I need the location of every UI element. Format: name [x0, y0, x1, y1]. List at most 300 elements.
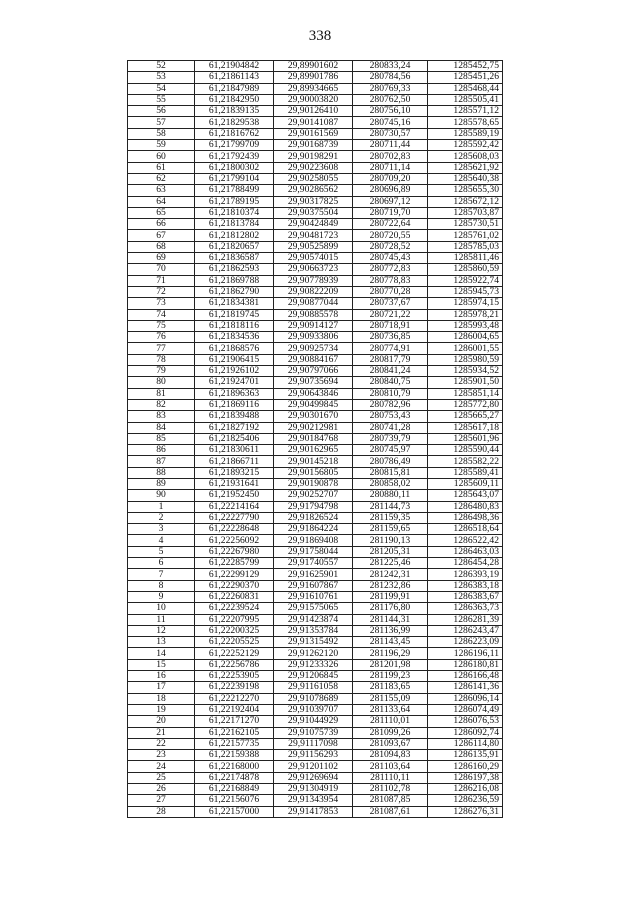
table-row: [128, 83, 503, 94]
longitude-cell: 29,91794798: [274, 501, 353, 512]
longitude-cell: 29,91233326: [274, 659, 353, 670]
point-number-cell: 10: [128, 603, 195, 614]
latitude-cell: 61,21800302: [195, 162, 274, 173]
table-row: [128, 738, 503, 749]
longitude-cell: 29,90914127: [274, 320, 353, 331]
table-row: [128, 241, 503, 252]
y-coordinate-cell: 1286463,03: [428, 546, 503, 557]
y-coordinate-cell: 1285640,38: [428, 173, 503, 184]
longitude-cell: 29,90778939: [274, 275, 353, 286]
y-coordinate-cell: 1285655,30: [428, 185, 503, 196]
x-coordinate-cell: 281099,26: [353, 727, 428, 738]
x-coordinate-cell: 280702,83: [353, 151, 428, 162]
x-coordinate-cell: 280697,12: [353, 196, 428, 207]
longitude-cell: 29,90212981: [274, 422, 353, 433]
latitude-cell: 61,22200325: [195, 625, 274, 636]
y-coordinate-cell: 1286096,14: [428, 693, 503, 704]
y-coordinate-cell: 1286160,29: [428, 761, 503, 772]
point-number-cell: 65: [128, 207, 195, 218]
table-row: [128, 151, 503, 162]
latitude-cell: 61,21792439: [195, 151, 274, 162]
latitude-cell: 61,21834381: [195, 298, 274, 309]
table-row: [128, 286, 503, 297]
longitude-cell: 29,91117098: [274, 738, 353, 749]
y-coordinate-cell: 1286276,31: [428, 806, 503, 817]
table-row: [128, 411, 503, 422]
latitude-cell: 61,22205525: [195, 637, 274, 648]
x-coordinate-cell: 281110,01: [353, 716, 428, 727]
table-row: [128, 806, 503, 817]
table-row: [128, 61, 503, 72]
table-row: [128, 140, 503, 151]
y-coordinate-cell: 1285589,19: [428, 128, 503, 139]
point-number-cell: 83: [128, 411, 195, 422]
x-coordinate-cell: 281136,99: [353, 625, 428, 636]
table-row: [128, 558, 503, 569]
table-row: [128, 580, 503, 591]
longitude-cell: 29,91740557: [274, 558, 353, 569]
longitude-cell: 29,90141087: [274, 117, 353, 128]
point-number-cell: 59: [128, 140, 195, 151]
latitude-cell: 61,21810374: [195, 207, 274, 218]
table-row: [128, 659, 503, 670]
longitude-cell: 29,90424849: [274, 219, 353, 230]
x-coordinate-cell: 281144,73: [353, 501, 428, 512]
table-row: [128, 501, 503, 512]
point-number-cell: 74: [128, 309, 195, 320]
table-row: [128, 784, 503, 795]
latitude-cell: 61,22168849: [195, 784, 274, 795]
y-coordinate-cell: 1285811,46: [428, 253, 503, 264]
x-coordinate-cell: 280840,75: [353, 377, 428, 388]
y-coordinate-cell: 1286518,64: [428, 524, 503, 535]
table-row: [128, 546, 503, 557]
longitude-cell: 29,91262120: [274, 648, 353, 659]
latitude-cell: 61,22171270: [195, 716, 274, 727]
point-number-cell: 77: [128, 343, 195, 354]
point-number-cell: 85: [128, 433, 195, 444]
latitude-cell: 61,21866711: [195, 456, 274, 467]
y-coordinate-cell: 1286074,49: [428, 704, 503, 715]
latitude-cell: 61,21819745: [195, 309, 274, 320]
latitude-cell: 61,21906415: [195, 354, 274, 365]
x-coordinate-cell: 280841,24: [353, 366, 428, 377]
table-row: [128, 128, 503, 139]
x-coordinate-cell: 280720,55: [353, 230, 428, 241]
table-row: [128, 354, 503, 365]
longitude-cell: 29,90925734: [274, 343, 353, 354]
table-row: [128, 727, 503, 738]
latitude-cell: 61,21834536: [195, 332, 274, 343]
point-number-cell: 71: [128, 275, 195, 286]
latitude-cell: 61,21816762: [195, 128, 274, 139]
x-coordinate-cell: 280739,79: [353, 433, 428, 444]
y-coordinate-cell: 1285730,51: [428, 219, 503, 230]
y-coordinate-cell: 1286281,39: [428, 614, 503, 625]
x-coordinate-cell: 281199,23: [353, 671, 428, 682]
x-coordinate-cell: 280745,16: [353, 117, 428, 128]
x-coordinate-cell: 281232,86: [353, 580, 428, 591]
table-row: [128, 433, 503, 444]
longitude-cell: 29,91610761: [274, 591, 353, 602]
table-row: [128, 445, 503, 456]
point-number-cell: 58: [128, 128, 195, 139]
point-number-cell: 22: [128, 738, 195, 749]
table-row: [128, 512, 503, 523]
point-number-cell: 70: [128, 264, 195, 275]
point-number-cell: 64: [128, 196, 195, 207]
x-coordinate-cell: 281102,78: [353, 784, 428, 795]
point-number-cell: 3: [128, 524, 195, 535]
latitude-cell: 61,21952450: [195, 490, 274, 501]
point-number-cell: 60: [128, 151, 195, 162]
latitude-cell: 61,21904842: [195, 61, 274, 72]
y-coordinate-cell: 1285993,48: [428, 320, 503, 331]
x-coordinate-cell: 280880,11: [353, 490, 428, 501]
y-coordinate-cell: 1285672,12: [428, 196, 503, 207]
point-number-cell: 82: [128, 399, 195, 410]
longitude-cell: 29,91607867: [274, 580, 353, 591]
latitude-cell: 61,21868576: [195, 343, 274, 354]
point-number-cell: 61: [128, 162, 195, 173]
longitude-cell: 29,90156805: [274, 467, 353, 478]
table-row: [128, 343, 503, 354]
table-row: [128, 422, 503, 433]
longitude-cell: 29,89901602: [274, 61, 353, 72]
longitude-cell: 29,90198291: [274, 151, 353, 162]
point-number-cell: 7: [128, 569, 195, 580]
longitude-cell: 29,90126410: [274, 106, 353, 117]
point-number-cell: 88: [128, 467, 195, 478]
y-coordinate-cell: 1285665,27: [428, 411, 503, 422]
y-coordinate-cell: 1285901,50: [428, 377, 503, 388]
x-coordinate-cell: 280786,49: [353, 456, 428, 467]
longitude-cell: 29,91423874: [274, 614, 353, 625]
table-row: [128, 366, 503, 377]
longitude-cell: 29,91826524: [274, 512, 353, 523]
point-number-cell: 20: [128, 716, 195, 727]
point-number-cell: 17: [128, 682, 195, 693]
longitude-cell: 29,90822209: [274, 286, 353, 297]
table-row: [128, 772, 503, 783]
latitude-cell: 61,21842950: [195, 94, 274, 105]
table-row: [128, 704, 503, 715]
latitude-cell: 61,21861143: [195, 72, 274, 83]
point-number-cell: 2: [128, 512, 195, 523]
latitude-cell: 61,22162105: [195, 727, 274, 738]
longitude-cell: 29,90643846: [274, 388, 353, 399]
latitude-cell: 61,22290370: [195, 580, 274, 591]
latitude-cell: 61,21896363: [195, 388, 274, 399]
longitude-cell: 29,90286562: [274, 185, 353, 196]
point-number-cell: 62: [128, 173, 195, 184]
table-row: [128, 219, 503, 230]
x-coordinate-cell: 281087,85: [353, 795, 428, 806]
latitude-cell: 61,22267980: [195, 546, 274, 557]
longitude-cell: 29,91039707: [274, 704, 353, 715]
longitude-cell: 29,91417853: [274, 806, 353, 817]
latitude-cell: 61,22207995: [195, 614, 274, 625]
point-number-cell: 54: [128, 83, 195, 94]
point-number-cell: 84: [128, 422, 195, 433]
point-number-cell: 24: [128, 761, 195, 772]
table-row: [128, 761, 503, 772]
longitude-cell: 29,91156293: [274, 750, 353, 761]
latitude-cell: 61,21788499: [195, 185, 274, 196]
y-coordinate-cell: 1286196,11: [428, 648, 503, 659]
longitude-cell: 29,91206845: [274, 671, 353, 682]
latitude-cell: 61,21818116: [195, 320, 274, 331]
x-coordinate-cell: 281225,46: [353, 558, 428, 569]
x-coordinate-cell: 281155,09: [353, 693, 428, 704]
x-coordinate-cell: 280762,50: [353, 94, 428, 105]
table-row: [128, 275, 503, 286]
table-row: [128, 637, 503, 648]
point-number-cell: 5: [128, 546, 195, 557]
x-coordinate-cell: 280722,64: [353, 219, 428, 230]
coordinates-table-body: [128, 61, 503, 818]
y-coordinate-cell: 1286480,83: [428, 501, 503, 512]
latitude-cell: 61,22252129: [195, 648, 274, 659]
table-row: [128, 535, 503, 546]
y-coordinate-cell: 1285703,87: [428, 207, 503, 218]
latitude-cell: 61,21847989: [195, 83, 274, 94]
table-row: [128, 524, 503, 535]
x-coordinate-cell: 280784,56: [353, 72, 428, 83]
point-number-cell: 63: [128, 185, 195, 196]
latitude-cell: 61,21839488: [195, 411, 274, 422]
point-number-cell: 16: [128, 671, 195, 682]
longitude-cell: 29,90375504: [274, 207, 353, 218]
table-row: [128, 671, 503, 682]
x-coordinate-cell: 280711,44: [353, 140, 428, 151]
table-row: [128, 377, 503, 388]
latitude-cell: 61,21827192: [195, 422, 274, 433]
point-number-cell: 89: [128, 478, 195, 489]
x-coordinate-cell: 281190,13: [353, 535, 428, 546]
longitude-cell: 29,90184768: [274, 433, 353, 444]
point-number-cell: 25: [128, 772, 195, 783]
y-coordinate-cell: 1285609,11: [428, 478, 503, 489]
longitude-cell: 29,91758044: [274, 546, 353, 557]
y-coordinate-cell: 1285617,18: [428, 422, 503, 433]
x-coordinate-cell: 281103,64: [353, 761, 428, 772]
table-row: [128, 682, 503, 693]
point-number-cell: 87: [128, 456, 195, 467]
y-coordinate-cell: 1286180,81: [428, 659, 503, 670]
longitude-cell: 29,91075739: [274, 727, 353, 738]
x-coordinate-cell: 281143,45: [353, 637, 428, 648]
latitude-cell: 61,21812802: [195, 230, 274, 241]
latitude-cell: 61,21789195: [195, 196, 274, 207]
table-row: [128, 185, 503, 196]
table-row: [128, 795, 503, 806]
y-coordinate-cell: 1286076,53: [428, 716, 503, 727]
x-coordinate-cell: 280737,67: [353, 298, 428, 309]
point-number-cell: 80: [128, 377, 195, 388]
latitude-cell: 61,21825406: [195, 433, 274, 444]
longitude-cell: 29,90301670: [274, 411, 353, 422]
y-coordinate-cell: 1285505,41: [428, 94, 503, 105]
longitude-cell: 29,90797066: [274, 366, 353, 377]
point-number-cell: 18: [128, 693, 195, 704]
latitude-cell: 61,22174878: [195, 772, 274, 783]
y-coordinate-cell: 1285761,02: [428, 230, 503, 241]
latitude-cell: 61,21820657: [195, 241, 274, 252]
longitude-cell: 29,91269694: [274, 772, 353, 783]
y-coordinate-cell: 1285980,59: [428, 354, 503, 365]
longitude-cell: 29,90877044: [274, 298, 353, 309]
table-row: [128, 467, 503, 478]
latitude-cell: 61,21869788: [195, 275, 274, 286]
longitude-cell: 29,91201102: [274, 761, 353, 772]
latitude-cell: 61,22192404: [195, 704, 274, 715]
latitude-cell: 61,21839135: [195, 106, 274, 117]
point-number-cell: 78: [128, 354, 195, 365]
y-coordinate-cell: 1285590,44: [428, 445, 503, 456]
longitude-cell: 29,90574015: [274, 253, 353, 264]
table-row: [128, 309, 503, 320]
point-number-cell: 90: [128, 490, 195, 501]
x-coordinate-cell: 280858,02: [353, 478, 428, 489]
latitude-cell: 61,21926102: [195, 366, 274, 377]
longitude-cell: 29,89934665: [274, 83, 353, 94]
table-row: [128, 399, 503, 410]
point-number-cell: 26: [128, 784, 195, 795]
latitude-cell: 61,22157735: [195, 738, 274, 749]
y-coordinate-cell: 1285578,65: [428, 117, 503, 128]
table-row: [128, 456, 503, 467]
table-row: [128, 298, 503, 309]
x-coordinate-cell: 280815,81: [353, 467, 428, 478]
y-coordinate-cell: 1285571,12: [428, 106, 503, 117]
y-coordinate-cell: 1285974,15: [428, 298, 503, 309]
table-row: [128, 94, 503, 105]
latitude-cell: 61,22256092: [195, 535, 274, 546]
y-coordinate-cell: 1286004,65: [428, 332, 503, 343]
latitude-cell: 61,22212270: [195, 693, 274, 704]
table-row: [128, 490, 503, 501]
page-number: 338: [308, 28, 332, 44]
y-coordinate-cell: 1285451,26: [428, 72, 503, 83]
point-number-cell: 28: [128, 806, 195, 817]
latitude-cell: 61,21931641: [195, 478, 274, 489]
x-coordinate-cell: 280782,96: [353, 399, 428, 410]
latitude-cell: 61,21799709: [195, 140, 274, 151]
table-row: [128, 230, 503, 241]
x-coordinate-cell: 280756,10: [353, 106, 428, 117]
table-row: [128, 162, 503, 173]
x-coordinate-cell: 280721,22: [353, 309, 428, 320]
point-number-cell: 1: [128, 501, 195, 512]
x-coordinate-cell: 281110,11: [353, 772, 428, 783]
latitude-cell: 61,21813784: [195, 219, 274, 230]
latitude-cell: 61,22299129: [195, 569, 274, 580]
table-row: [128, 716, 503, 727]
point-number-cell: 73: [128, 298, 195, 309]
latitude-cell: 61,21836587: [195, 253, 274, 264]
latitude-cell: 61,21829538: [195, 117, 274, 128]
x-coordinate-cell: 281176,80: [353, 603, 428, 614]
point-number-cell: 75: [128, 320, 195, 331]
y-coordinate-cell: 1285621,92: [428, 162, 503, 173]
point-number-cell: 53: [128, 72, 195, 83]
y-coordinate-cell: 1285785,03: [428, 241, 503, 252]
point-number-cell: 23: [128, 750, 195, 761]
latitude-cell: 61,21869116: [195, 399, 274, 410]
table-row: [128, 614, 503, 625]
latitude-cell: 61,22228648: [195, 524, 274, 535]
x-coordinate-cell: 280711,14: [353, 162, 428, 173]
y-coordinate-cell: 1286243,47: [428, 625, 503, 636]
y-coordinate-cell: 1286223,09: [428, 637, 503, 648]
x-coordinate-cell: 281159,65: [353, 524, 428, 535]
longitude-cell: 29,91343954: [274, 795, 353, 806]
latitude-cell: 61,22253905: [195, 671, 274, 682]
latitude-cell: 61,21799104: [195, 173, 274, 184]
longitude-cell: 29,91304919: [274, 784, 353, 795]
x-coordinate-cell: 280696,89: [353, 185, 428, 196]
point-number-cell: 8: [128, 580, 195, 591]
longitude-cell: 29,90499845: [274, 399, 353, 410]
longitude-cell: 29,90145218: [274, 456, 353, 467]
x-coordinate-cell: 281183,65: [353, 682, 428, 693]
latitude-cell: 61,22168000: [195, 761, 274, 772]
latitude-cell: 61,22157000: [195, 806, 274, 817]
table-row: [128, 569, 503, 580]
longitude-cell: 29,90525899: [274, 241, 353, 252]
y-coordinate-cell: 1285643,07: [428, 490, 503, 501]
x-coordinate-cell: 280772,83: [353, 264, 428, 275]
longitude-cell: 29,90190878: [274, 478, 353, 489]
x-coordinate-cell: 280810,79: [353, 388, 428, 399]
point-number-cell: 55: [128, 94, 195, 105]
latitude-cell: 61,22256786: [195, 659, 274, 670]
y-coordinate-cell: 1286236,59: [428, 795, 503, 806]
point-number-cell: 4: [128, 535, 195, 546]
y-coordinate-cell: 1286363,73: [428, 603, 503, 614]
point-number-cell: 57: [128, 117, 195, 128]
y-coordinate-cell: 1285851,14: [428, 388, 503, 399]
table-row: [128, 253, 503, 264]
y-coordinate-cell: 1285601,96: [428, 433, 503, 444]
y-coordinate-cell: 1286114,80: [428, 738, 503, 749]
point-number-cell: 79: [128, 366, 195, 377]
latitude-cell: 61,21830611: [195, 445, 274, 456]
point-number-cell: 19: [128, 704, 195, 715]
longitude-cell: 29,90223608: [274, 162, 353, 173]
table-row: [128, 72, 503, 83]
latitude-cell: 61,21924701: [195, 377, 274, 388]
x-coordinate-cell: 281159,35: [353, 512, 428, 523]
table-row: [128, 332, 503, 343]
y-coordinate-cell: 1286141,36: [428, 682, 503, 693]
point-number-cell: 13: [128, 637, 195, 648]
x-coordinate-cell: 280769,33: [353, 83, 428, 94]
latitude-cell: 61,21862593: [195, 264, 274, 275]
table-row: [128, 106, 503, 117]
longitude-cell: 29,91315492: [274, 637, 353, 648]
latitude-cell: 61,22285799: [195, 558, 274, 569]
longitude-cell: 29,90003820: [274, 94, 353, 105]
point-number-cell: 56: [128, 106, 195, 117]
y-coordinate-cell: 1285772,80: [428, 399, 503, 410]
table-row: [128, 196, 503, 207]
x-coordinate-cell: 281144,31: [353, 614, 428, 625]
point-number-cell: 27: [128, 795, 195, 806]
point-number-cell: 67: [128, 230, 195, 241]
table-row: [128, 388, 503, 399]
